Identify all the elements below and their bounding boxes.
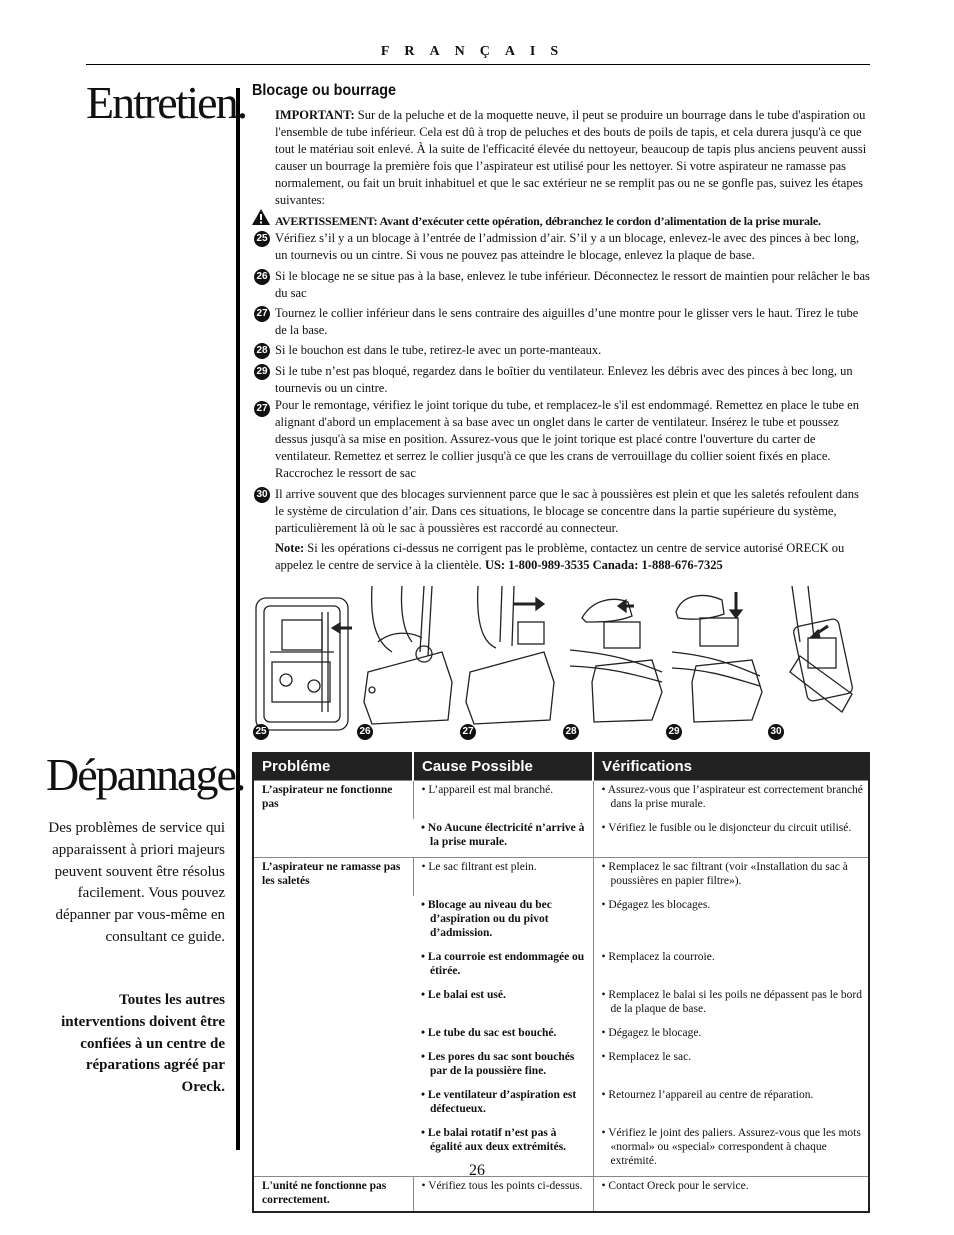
step-text: Si le bouchon est dans le tube, retirez-le avec un porte-manteaux. (275, 343, 602, 357)
check-cell: • Contact Oreck pour le service. (601, 1180, 749, 1192)
note-phones: US: 1-800-989-3535 Canada: 1-888-676-7325 (484, 558, 723, 572)
figure-30-illustration (790, 586, 853, 712)
column-header-cause: Cause Possible (413, 753, 593, 781)
figure-label: 27 (460, 724, 476, 740)
step-number: 29 (254, 364, 270, 380)
cause-cell: • No Aucune électricité n’arrive à la prise murale. (421, 822, 585, 848)
cause-cell: • Vérifiez tous les points ci-dessus. (421, 1180, 583, 1192)
step-number: 27 (254, 306, 270, 322)
troubleshooting-title: Dépannage. (46, 749, 245, 800)
cause-cell: • Blocage au niveau du bec d’aspiration ou du pivot d’admission. (421, 899, 552, 939)
top-rule (86, 64, 870, 65)
illustrations-strip (252, 582, 870, 744)
figure-label: 26 (357, 724, 373, 740)
step-number: 28 (254, 343, 270, 359)
step-text: Vérifiez s’il y a un blocage à l’entrée de l’admission d’air. S’il y a un blocage, enlevez-le avec des pinces à bec long, un tournevis ou un cintre. Si vous ne pouvez pas atteindre le blocage, enlevez la plaque de base. (275, 231, 860, 262)
figure-25-illustration (256, 598, 352, 730)
step-number: 30 (254, 487, 270, 503)
important-label: IMPORTANT: (275, 108, 355, 122)
warning-icon (251, 208, 271, 226)
sidebar-bold-note: Toutes les autres interventions doivent être confiées à un centre de réparations agréé par Oreck. (61, 992, 225, 1096)
step-number: 26 (254, 269, 270, 285)
step-number: 25 (254, 231, 270, 247)
check-cell: • Remplacez le sac. (601, 1051, 692, 1063)
cause-cell: • Le balai est usé. (421, 989, 506, 1001)
column-header-checks: Vérifications (593, 753, 869, 781)
note-label: Note: (275, 541, 305, 555)
important-text: Sur de la peluche et de la moquette neuve, il peut se produire un bourrage dans le tube d'aspiration ou l'ensemble de tube inférieur. Cela est dû à trop de peluches et des bouts de poils de tapis, et cela durera jusqu'à ce que tout le matériau soit enlevé. À la suite de l'efficacité élevée du nettoyeur, beaucoup de tapis plus anciens peuvent aussi causer un bourrage la première fois que l’aspirateur est utilisé pour les nettoyer. Si votre aspirateur ne ramasse pas normalement, ou fait un bruit inhabituel et que le sac extérieur ne se remplit pas ou ne se gonfle pas, suivez les étapes suivantes: (275, 108, 867, 207)
column-header-problem: Probléme (253, 753, 413, 781)
check-cell: • Vérifiez le fusible ou le disjoncteur du circuit utilisé. (601, 822, 852, 834)
check-cell: • Remplacez le balai si les poils ne dépassent pas le bord de la plaque de base. (601, 989, 862, 1015)
check-cell: • Retournez l’appareil au centre de réparation. (601, 1089, 814, 1101)
vertical-rule (236, 88, 240, 1150)
check-cell: • Dégagez le blocage. (601, 1027, 702, 1039)
figure-label: 29 (666, 724, 682, 740)
check-cell: • Assurez-vous que l’aspirateur est correctement branché dans la prise murale. (601, 784, 863, 810)
cause-cell: • Le sac filtrant est plein. (421, 861, 537, 873)
table-row (253, 781, 869, 820)
blockage-heading: Blocage ou bourrage (252, 82, 397, 99)
cause-cell: • Le balai rotatif n’est pas à égalité aux deux extrémités. (421, 1127, 567, 1153)
figure-28-illustration (570, 599, 662, 722)
figure-label: 30 (768, 724, 784, 740)
step-text: Il arrive souvent que des blocages surviennent parce que le sac à poussières est plein et que les saletés refoulent dans le système de circulation d’air. Dans ces situations, le blocage se concentre dans la partie supérieure du système, particulièrement là où le sac à poussières est raccordé au connecteur. (275, 487, 859, 535)
problem-cell: L'unité ne fonctionne pas correctement. (253, 1177, 413, 1213)
check-cell: • Dégagez les blocages. (601, 899, 711, 911)
check-cell: • Remplacez le sac filtrant (voir «Installation du sac à poussières en papier filtre»). (601, 861, 848, 887)
troubleshooting-table (252, 752, 870, 1213)
table-row (253, 1177, 869, 1213)
cause-cell: • L’appareil est mal branché. (421, 784, 554, 796)
problem-cell: L’aspirateur ne fonctionne pas (253, 781, 413, 858)
check-cell: • Vérifiez le joint des paliers. Assurez-vous que les mots «normal» ou «special» correspondent à chaque extrémité. (601, 1127, 861, 1167)
important-paragraph (275, 107, 870, 209)
step-number: 27 (254, 401, 270, 417)
step-text: Si le blocage ne se situe pas à la base, enlevez le tube inférieur. Déconnectez le ressort de maintien pour relâcher le bas du sac (275, 269, 870, 300)
figure-label: 28 (563, 724, 579, 740)
warning-text: AVERTISSEMENT: Avant d’exécuter cette opération, débranchez le cordon d’alimentation de la prise murale. (275, 214, 821, 228)
cause-cell: • Le ventilateur d’aspiration est défectueux. (421, 1089, 577, 1115)
note-text: Si les opérations ci-dessus ne corrigent pas le problème, contactez un centre de service autorisé ORECK ou appelez le centre de service à la clientèle. (275, 541, 845, 572)
table-row (253, 858, 869, 897)
check-cell: • Remplacez la courroie. (601, 951, 715, 963)
step-text: Pour le remontage, vérifiez le joint torique du tube, et remplacez-le s'il est endommagé. Remettez en place le tube en alignant d'abord un emplacement à sa base avec un onglet dans le carter de ventilateur. Insérez le tube et poussez dessus jusqu'à sa mise en position. Assurez-vous que le joint torique est placé contre l'ouverture du carter de ventilateur. Remettez et serrez le collier jusqu'à ce que les crans de verrouillage du collier soient fixés en place. Raccrochez le ressort de sac (275, 398, 859, 480)
figure-29-illustration (672, 592, 762, 722)
maintenance-title: Entretien. (86, 77, 247, 128)
cause-cell: • Le tube du sac est bouché. (421, 1027, 557, 1039)
step-text: Tournez le collier inférieur dans le sens contraire des aiguilles d’une montre pour le glisser vers le haut. Tirez le tube de la base. (275, 306, 859, 337)
page-number: 26 (469, 1162, 485, 1179)
step-text: Si le tube n’est pas bloqué, regardez dans le boîtier du ventilateur. Enlevez les débris avec des pinces à bec long, un tournevis ou un cintre. (275, 364, 853, 395)
cause-cell: • Les pores du sac sont bouchés par de la poussière fine. (421, 1051, 575, 1077)
note-paragraph (275, 540, 870, 574)
cause-cell: • La courroie est endommagée ou étirée. (421, 951, 585, 977)
problem-cell: L’aspirateur ne ramasse pas les saletés (253, 858, 413, 1177)
figure-27-illustration (466, 586, 554, 724)
figure-26-illustration (364, 586, 452, 724)
figure-label: 25 (253, 724, 269, 740)
language-header: FRANÇAIS (380, 44, 574, 59)
sidebar-intro: Des problèmes de service qui apparaissent à priori majeurs peuvent souvent être résolus facilement. Vous pouvez dépanner par vous-même en consultant ce guide. (48, 820, 225, 945)
